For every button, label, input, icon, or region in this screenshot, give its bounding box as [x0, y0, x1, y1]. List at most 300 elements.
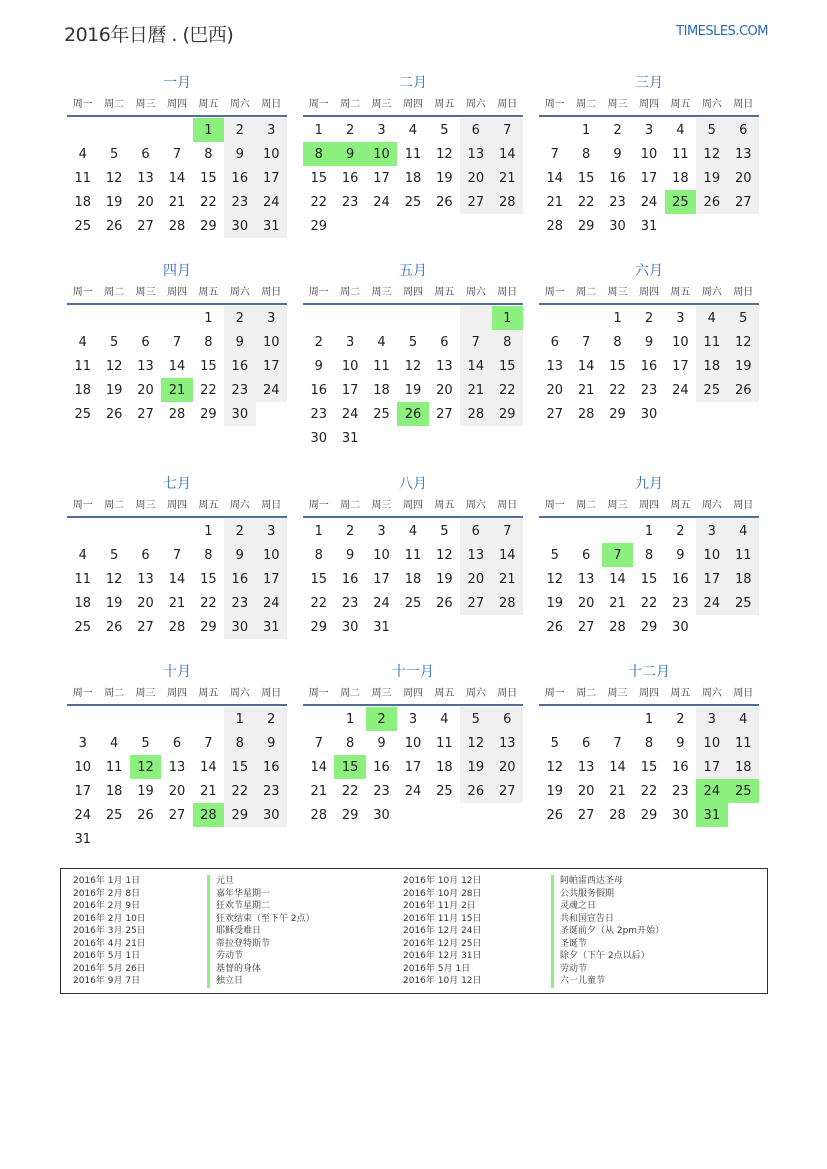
day-cell: 3: [696, 707, 727, 731]
holiday-name: 耶稣受难日: [207, 925, 315, 938]
day-cell: 24: [256, 591, 287, 615]
day-cell: 3: [377, 122, 386, 138]
day-cell: 8: [224, 731, 255, 755]
weekday-header: [67, 94, 287, 117]
day-cell: 12: [696, 142, 727, 166]
day-cell: 10: [404, 735, 422, 751]
day-cell: 10: [256, 543, 287, 567]
day-cell: 6: [581, 735, 591, 751]
weekday-label: 周三: [371, 688, 392, 699]
day-cell: 27: [492, 779, 523, 803]
day-cell: 4: [109, 735, 119, 751]
day-cell: 8: [204, 146, 213, 162]
day-cell: 8: [613, 334, 622, 350]
day-cell: 12: [105, 358, 123, 374]
empty-cell: [366, 306, 397, 330]
day-cell: 30: [672, 619, 689, 635]
day-cell: 19: [436, 170, 453, 186]
day-cell: 2: [676, 523, 685, 539]
day-cell: 27: [168, 807, 186, 823]
day-cell: 6: [728, 118, 759, 142]
day-cell: 24: [74, 807, 91, 823]
weekday-label: 周一: [72, 287, 93, 298]
day-cell: 12: [728, 330, 759, 354]
day-cell: 4: [408, 122, 418, 138]
day-cell: 18: [404, 170, 422, 186]
day-cell: 24: [373, 595, 390, 611]
day-cell: 11: [404, 146, 422, 162]
page-title: 2016年日曆 . (巴西): [64, 24, 234, 46]
weekday-label: 周四: [166, 500, 187, 511]
day-cell: 5: [696, 118, 727, 142]
weekday-label: 周日: [733, 99, 754, 110]
day-cell: 12: [105, 571, 123, 587]
holiday-day: 21: [161, 378, 192, 402]
day-grid: [303, 707, 523, 827]
day-cell: 4: [78, 146, 87, 162]
day-cell: 6: [172, 735, 182, 751]
day-cell: 24: [373, 194, 390, 210]
weekday-label: 周日: [497, 688, 518, 699]
weekday-label: 周四: [402, 688, 423, 699]
day-cell: 17: [256, 166, 287, 190]
month-block: [303, 260, 523, 450]
day-cell: 15: [609, 358, 626, 374]
weekday-label: 周一: [544, 287, 565, 298]
holiday-day: 12: [130, 755, 161, 779]
day-cell: 8: [581, 146, 591, 162]
day-cell: 22: [200, 595, 217, 611]
weekday-label: 周六: [701, 99, 722, 110]
day-cell: 10: [256, 142, 287, 166]
day-cell: 14: [168, 571, 186, 587]
day-cell: 9: [345, 547, 355, 563]
holiday-dates-left: [73, 875, 146, 988]
weekday-label: 周日: [733, 500, 754, 511]
holiday-day: 15: [334, 755, 365, 779]
day-cell: 26: [105, 218, 123, 234]
day-cell: 10: [672, 334, 689, 350]
day-cell: 26: [436, 595, 453, 611]
empty-cell: [67, 306, 98, 330]
day-cell: 23: [373, 783, 390, 799]
day-cell: 4: [696, 306, 727, 330]
day-cell: 1: [644, 523, 654, 539]
holiday-date: 2016年 12月 25日: [403, 938, 482, 949]
day-grid: [67, 707, 287, 851]
weekday-label: 周五: [434, 99, 455, 110]
day-cell: 14: [609, 759, 626, 775]
day-cell: 13: [728, 142, 759, 166]
weekday-label: 周六: [465, 688, 486, 699]
day-cell: 3: [345, 334, 355, 350]
empty-cell: [67, 519, 98, 543]
day-cell: 10: [696, 543, 727, 567]
day-cell: 23: [224, 190, 255, 214]
day-cell: 3: [644, 122, 654, 138]
day-cell: 29: [640, 807, 658, 823]
day-cell: 5: [550, 735, 559, 751]
day-cell: 22: [341, 783, 359, 799]
day-cell: 1: [345, 711, 355, 727]
holiday-day: 26: [397, 402, 428, 426]
holiday-date: 2016年 2月 8日: [73, 888, 141, 899]
day-cell: 29: [341, 807, 359, 823]
day-cell: 19: [460, 755, 491, 779]
day-cell: 13: [137, 571, 154, 587]
day-cell: 16: [341, 571, 359, 587]
day-cell: 20: [577, 783, 595, 799]
holiday-date: 2016年 9月 7日: [73, 976, 141, 986]
day-cell: 2: [256, 707, 287, 731]
day-cell: 31: [341, 430, 359, 446]
month-name: 八月: [399, 476, 427, 492]
weekday-label: 周四: [166, 287, 187, 298]
day-cell: 14: [200, 759, 217, 775]
holiday-name: 基督的身体: [207, 963, 315, 976]
day-cell: 2: [613, 122, 622, 138]
weekday-label: 周五: [198, 287, 219, 298]
day-cell: 10: [74, 759, 91, 775]
day-cell: 6: [550, 334, 559, 350]
site-link[interactable]: TIMESLES.COM: [676, 24, 768, 39]
holiday-name: 圣诞节: [551, 938, 664, 951]
day-cell: 11: [74, 170, 91, 186]
day-cell: 7: [172, 146, 182, 162]
day-cell: 16: [256, 755, 287, 779]
day-cell: 30: [256, 803, 287, 827]
weekday-label: 周一: [308, 287, 329, 298]
day-cell: 15: [310, 571, 327, 587]
empty-cell: [602, 707, 633, 731]
day-cell: 20: [460, 567, 491, 591]
day-cell: 24: [256, 190, 287, 214]
day-cell: 18: [74, 382, 91, 398]
day-cell: 18: [373, 382, 390, 398]
weekday-header: [67, 683, 287, 706]
weekday-label: 周三: [371, 500, 392, 511]
day-cell: 7: [314, 735, 323, 751]
day-cell: 5: [109, 146, 119, 162]
day-cell: 5: [141, 735, 150, 751]
empty-cell: [303, 707, 334, 731]
weekday-label: 周三: [135, 287, 156, 298]
day-cell: 30: [609, 218, 626, 234]
day-cell: 3: [78, 735, 87, 751]
day-cell: 23: [640, 382, 658, 398]
holiday-name: 劳动节: [207, 950, 315, 963]
day-cell: 10: [373, 547, 390, 563]
month-block: [539, 260, 759, 426]
weekday-label: 周六: [465, 99, 486, 110]
day-cell: 5: [550, 547, 559, 563]
holiday-date: 2016年 12月 31日: [403, 951, 482, 961]
day-cell: 20: [137, 194, 154, 210]
day-cell: 15: [224, 755, 255, 779]
day-cell: 5: [408, 334, 418, 350]
day-cell: 4: [408, 523, 418, 539]
day-cell: 30: [310, 430, 327, 446]
month-name: 四月: [163, 263, 191, 279]
weekday-label: 周五: [198, 500, 219, 511]
day-cell: 6: [581, 547, 591, 563]
day-cell: 30: [224, 214, 255, 238]
holiday-name: 灵魂之日: [551, 900, 664, 913]
day-cell: 6: [492, 707, 523, 731]
day-cell: 27: [436, 406, 453, 422]
holiday-day: 1: [193, 118, 224, 142]
day-cell: 26: [105, 619, 123, 635]
day-cell: 24: [256, 378, 287, 402]
day-cell: 23: [609, 194, 626, 210]
weekday-label: 周一: [544, 500, 565, 511]
day-cell: 11: [672, 146, 689, 162]
day-cell: 18: [696, 354, 727, 378]
day-cell: 24: [341, 406, 359, 422]
day-cell: 18: [404, 571, 422, 587]
weekday-label: 周日: [733, 688, 754, 699]
day-cell: 1: [314, 122, 323, 138]
day-cell: 26: [728, 378, 759, 402]
weekday-label: 周四: [166, 99, 187, 110]
day-cell: 5: [440, 122, 449, 138]
weekday-label: 周三: [607, 99, 628, 110]
day-cell: 14: [168, 170, 186, 186]
day-cell: 7: [172, 334, 182, 350]
weekday-label: 周一: [308, 688, 329, 699]
empty-cell: [539, 707, 570, 731]
holiday-name: 元旦: [207, 875, 315, 888]
day-cell: 9: [676, 735, 685, 751]
day-cell: 22: [577, 194, 595, 210]
empty-cell: [570, 707, 601, 731]
month-block: [67, 260, 287, 426]
weekday-label: 周六: [701, 500, 722, 511]
month-block: [303, 72, 523, 238]
day-grid: [67, 118, 287, 238]
weekday-header: [539, 683, 759, 706]
day-cell: 18: [728, 755, 759, 779]
day-cell: 8: [644, 547, 654, 563]
day-cell: 19: [137, 783, 154, 799]
day-cell: 20: [577, 595, 595, 611]
month-block: [539, 661, 759, 827]
day-cell: 12: [404, 358, 422, 374]
holiday-date: 2016年 10月 28日: [403, 888, 482, 899]
day-cell: 2: [345, 122, 355, 138]
day-cell: 17: [404, 759, 422, 775]
month-name: 十月: [163, 664, 191, 680]
weekday-label: 周六: [701, 688, 722, 699]
day-cell: 16: [672, 759, 689, 775]
day-cell: 2: [224, 306, 255, 330]
month-name: 二月: [399, 75, 427, 91]
day-cell: 11: [696, 330, 727, 354]
weekday-label: 周二: [104, 99, 125, 110]
day-cell: 9: [224, 142, 255, 166]
day-cell: 4: [676, 122, 685, 138]
day-cell: 7: [492, 519, 523, 543]
day-cell: 25: [436, 783, 453, 799]
empty-cell: [98, 306, 129, 330]
day-cell: 30: [224, 402, 255, 426]
day-cell: 2: [224, 118, 255, 142]
day-cell: 1: [224, 707, 255, 731]
day-cell: 21: [310, 783, 327, 799]
day-cell: 31: [373, 619, 390, 635]
weekday-label: 周四: [166, 688, 187, 699]
weekday-label: 周日: [261, 688, 282, 699]
day-cell: 21: [168, 595, 186, 611]
weekday-label: 周二: [576, 99, 597, 110]
day-cell: 19: [546, 595, 563, 611]
month-name: 三月: [635, 75, 663, 91]
empty-cell: [67, 707, 98, 731]
day-cell: 27: [577, 619, 595, 635]
day-cell: 31: [256, 615, 287, 639]
weekday-label: 周五: [434, 688, 455, 699]
day-cell: 6: [141, 146, 150, 162]
day-cell: 5: [440, 523, 449, 539]
empty-cell: [67, 118, 98, 142]
day-cell: 2: [644, 310, 654, 326]
holiday-list: [60, 868, 768, 994]
day-cell: 16: [224, 354, 255, 378]
day-cell: 22: [310, 595, 327, 611]
day-cell: 15: [310, 170, 327, 186]
weekday-header: [303, 282, 523, 305]
weekday-label: 周四: [638, 99, 659, 110]
month-name: 六月: [635, 263, 663, 279]
day-cell: 19: [404, 382, 422, 398]
empty-cell: [161, 707, 192, 731]
weekday-label: 周一: [308, 99, 329, 110]
holiday-day: 9: [334, 142, 365, 166]
day-cell: 21: [460, 378, 491, 402]
day-cell: 9: [613, 146, 622, 162]
day-cell: 29: [200, 619, 217, 635]
weekday-label: 周五: [670, 99, 691, 110]
day-cell: 13: [460, 543, 491, 567]
day-cell: 25: [404, 194, 422, 210]
day-cell: 11: [373, 358, 390, 374]
day-cell: 12: [546, 759, 563, 775]
month-block: [539, 473, 759, 639]
empty-cell: [539, 306, 570, 330]
weekday-label: 周五: [670, 688, 691, 699]
day-cell: 11: [728, 543, 759, 567]
holiday-name: 圣诞前夕（从 2pm开始）: [551, 925, 664, 938]
day-cell: 27: [546, 406, 563, 422]
month-block: [67, 473, 287, 639]
holiday-day: 31: [696, 803, 727, 827]
day-cell: 16: [224, 166, 255, 190]
holiday-day: 24: [696, 779, 727, 803]
day-cell: 12: [436, 547, 453, 563]
holiday-date: 2016年 11月 15日: [403, 913, 482, 924]
weekday-label: 周二: [576, 688, 597, 699]
weekday-label: 周五: [198, 688, 219, 699]
day-cell: 3: [256, 118, 287, 142]
weekday-label: 周三: [135, 688, 156, 699]
day-cell: 4: [728, 707, 759, 731]
day-cell: 24: [640, 194, 658, 210]
month-name: 一月: [163, 75, 191, 91]
weekday-header: [303, 495, 523, 518]
day-cell: 24: [696, 591, 727, 615]
empty-cell: [602, 519, 633, 543]
day-cell: 17: [640, 170, 658, 186]
day-cell: 5: [460, 707, 491, 731]
day-cell: 6: [141, 334, 150, 350]
day-cell: 25: [404, 595, 422, 611]
day-grid: [539, 519, 759, 639]
weekday-label: 周六: [465, 500, 486, 511]
weekday-label: 周二: [340, 688, 361, 699]
day-cell: 14: [460, 354, 491, 378]
day-cell: 11: [436, 735, 453, 751]
day-cell: 27: [137, 218, 154, 234]
day-cell: 21: [546, 194, 563, 210]
holiday-dates-right: [403, 875, 482, 988]
holiday-name: 蒂拉登特斯节: [207, 938, 315, 951]
empty-cell: [161, 118, 192, 142]
day-cell: 18: [74, 194, 91, 210]
day-cell: 15: [200, 170, 217, 186]
weekday-label: 周二: [104, 500, 125, 511]
holiday-name: 狂欢结束（至下午 2点）: [207, 913, 315, 926]
day-cell: 21: [577, 382, 595, 398]
weekday-label: 周六: [701, 287, 722, 298]
day-cell: 7: [460, 330, 491, 354]
weekday-header: [303, 94, 523, 117]
day-cell: 23: [672, 595, 689, 611]
day-cell: 20: [546, 382, 563, 398]
weekday-label: 周二: [576, 500, 597, 511]
day-cell: 13: [137, 170, 154, 186]
day-cell: 15: [577, 170, 595, 186]
day-cell: 10: [640, 146, 658, 162]
day-cell: 1: [644, 711, 654, 727]
weekday-label: 周二: [340, 500, 361, 511]
day-cell: 3: [408, 711, 418, 727]
day-cell: 21: [200, 783, 217, 799]
day-cell: 19: [728, 354, 759, 378]
day-cell: 20: [137, 595, 154, 611]
day-cell: 24: [404, 783, 422, 799]
holiday-date: 2016年 12月 24日: [403, 926, 482, 936]
day-cell: 27: [460, 591, 491, 615]
holiday-names-left: [207, 875, 315, 988]
holiday-name: 除夕（下午 2点以后）: [551, 950, 664, 963]
day-cell: 8: [204, 334, 213, 350]
day-cell: 20: [492, 755, 523, 779]
day-cell: 7: [204, 735, 213, 751]
day-cell: 6: [440, 334, 449, 350]
day-cell: 23: [672, 783, 689, 799]
day-cell: 29: [577, 218, 595, 234]
day-cell: 16: [640, 358, 658, 374]
day-cell: 8: [204, 547, 213, 563]
day-cell: 9: [676, 547, 685, 563]
weekday-label: 周五: [198, 99, 219, 110]
day-cell: 17: [672, 358, 689, 374]
day-cell: 29: [310, 218, 327, 234]
weekday-label: 周二: [340, 287, 361, 298]
weekday-label: 周四: [638, 500, 659, 511]
empty-cell: [130, 306, 161, 330]
weekday-label: 周六: [465, 287, 486, 298]
